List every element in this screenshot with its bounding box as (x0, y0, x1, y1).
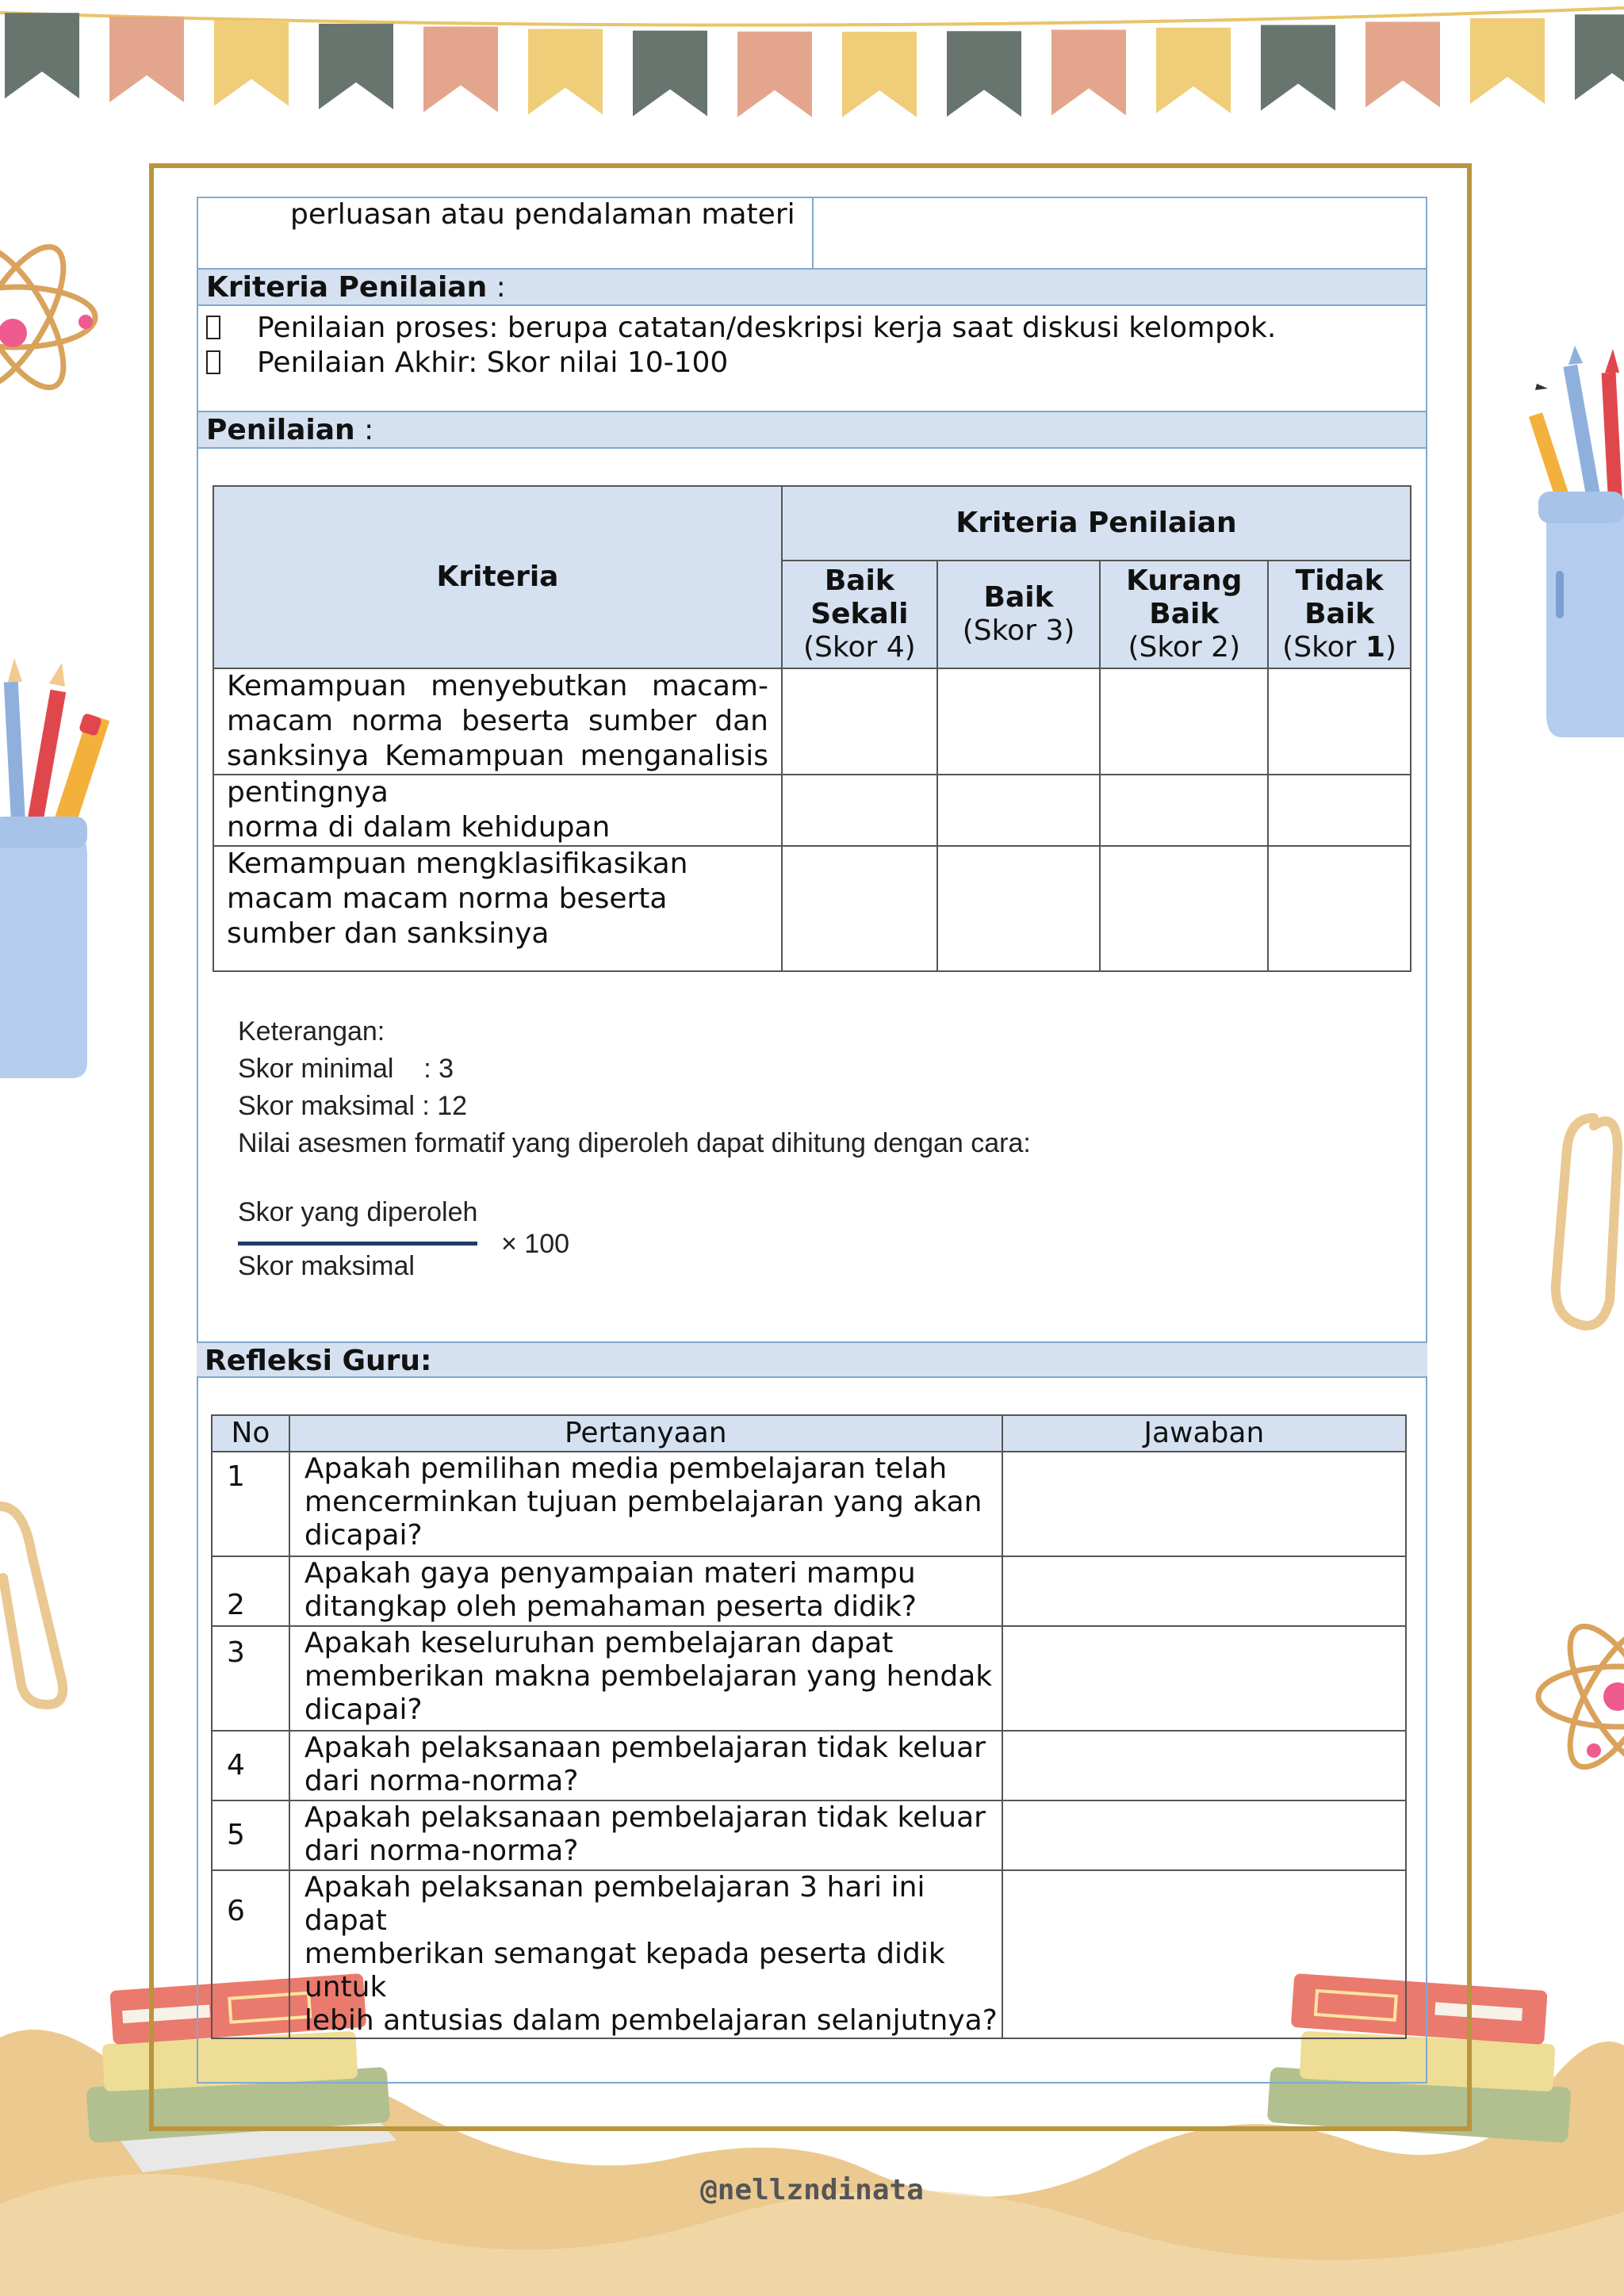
bunting-flag (214, 21, 289, 106)
answer-cell[interactable] (1002, 1626, 1406, 1731)
bunting-flag (1470, 18, 1545, 104)
bunting-flag (1051, 29, 1126, 115)
top-left-text: perluasan atau pendalaman materi (290, 198, 795, 231)
header-pertanyaan: Pertanyaan (289, 1415, 1002, 1452)
criteria-line: norma di dalam kehidupan (227, 811, 611, 844)
score-cell[interactable] (1100, 846, 1268, 971)
paperclip-icon-left (0, 1506, 63, 1705)
bunting-flag (5, 13, 79, 98)
score-cell[interactable] (937, 846, 1101, 971)
keterangan-title: Keterangan: (238, 1016, 385, 1047)
paperclip-icon-right (1556, 1118, 1618, 1326)
reflection-header-row (212, 1415, 1406, 1452)
criteria-line: sanksinya Kemampuan menganalisis (227, 740, 768, 772)
answer-cell[interactable] (1002, 1556, 1406, 1626)
question-cell (289, 1626, 1002, 1731)
question-line: lebih antusias dalam pembelajaran selanjutnya? (304, 2004, 998, 2037)
formula-intro: Nilai asesmen formatif yang diperoleh dapat dihitung dengan cara: (238, 1128, 1031, 1158)
question-line: mencerminkan tujuan pembelajaran yang akan (304, 1486, 982, 1518)
score-cell[interactable] (1268, 846, 1411, 971)
header-level-tidak-baik (1268, 561, 1411, 668)
penilaian-header (198, 412, 1426, 449)
level-score: (Skor 3) (962, 614, 1075, 647)
level-name: Baik (1149, 598, 1220, 630)
question-cell (289, 1800, 1002, 1870)
pencil-jar-icon-left (0, 658, 109, 1078)
header-no: No (212, 1415, 289, 1452)
question-cell (289, 1731, 1002, 1800)
criteria-line: macam norma beserta sumber dan (227, 705, 768, 737)
row-number-text: 4 (227, 1749, 245, 1781)
kriteria-penilaian-label: Kriteria Penilaian (206, 271, 488, 304)
criteria-cell (213, 668, 782, 775)
score-cell[interactable] (1268, 775, 1411, 846)
level-name: Tidak (1295, 564, 1384, 597)
refleksi-guru-header: Refleksi Guru: (197, 1341, 1427, 1378)
question-line: Apakah gaya penyampaian materi mampu (304, 1557, 916, 1590)
table-row (212, 1452, 1406, 1556)
score-cell[interactable] (937, 668, 1101, 775)
list-item (206, 346, 1426, 381)
bunting-flag (1261, 25, 1335, 111)
penilaian-colon: : (354, 414, 374, 446)
bunting-flag (109, 17, 184, 102)
question-line: ditangkap oleh pemahaman peserta didik? (304, 1590, 917, 1623)
table-row (212, 1800, 1406, 1870)
level-name: Baik (983, 581, 1054, 614)
skor-maksimal: Skor maksimal : 12 (238, 1091, 468, 1121)
answer-cell[interactable] (1002, 1731, 1406, 1800)
question-line: Apakah pelaksanaan pembelajaran tidak keluar (304, 1732, 986, 1764)
question-line: dari norma-norma? (304, 1765, 579, 1797)
question-line: dicapai? (304, 1519, 423, 1552)
row-number (212, 1731, 289, 1800)
question-line: Apakah pemilihan media pembelajaran telah (304, 1452, 948, 1485)
score-cell[interactable] (1100, 668, 1268, 775)
level-score (1269, 631, 1410, 664)
footer-handle: @nellzndinata (700, 2174, 924, 2206)
assessment-table (213, 485, 1411, 972)
question-line: Apakah pelaksanan pembelajaran 3 hari ini dapat (304, 1871, 925, 1937)
level-name: Baik (1304, 598, 1375, 630)
table-row (212, 1731, 1406, 1800)
top-table-row (198, 198, 1426, 270)
answer-cell[interactable] (1002, 1870, 1406, 2038)
row-number (212, 1800, 289, 1870)
level-score: (Skor 2) (1128, 631, 1241, 664)
table-row (213, 668, 1411, 775)
question-cell (289, 1556, 1002, 1626)
question-line: Apakah pelaksanaan pembelajaran tidak keluar (304, 1801, 986, 1834)
level-name: Kurang (1126, 564, 1243, 597)
table-row (212, 1556, 1406, 1626)
row-number (212, 1556, 289, 1626)
row-number-text: 3 (227, 1636, 245, 1669)
score-cell[interactable] (782, 668, 937, 775)
formula-numerator: Skor yang diperoleh (238, 1197, 478, 1227)
question-line: memberikan semangat kepada peserta didik untuk (304, 1938, 945, 2003)
question-line: Apakah keseluruhan pembelajaran dapat (304, 1627, 894, 1659)
level-score: (Skor 4) (803, 631, 916, 664)
skor-minimal: Skor minimal : 3 (238, 1054, 454, 1084)
answer-cell[interactable] (1002, 1800, 1406, 1870)
criteria-cell (213, 775, 782, 846)
criteria-line: Kemampuan menyebutkan macam- (227, 670, 768, 702)
criteria-line: sumber dan sanksinya (227, 917, 550, 950)
bunting-flags (5, 10, 1624, 117)
level-score-suffix: ) (1385, 631, 1397, 664)
level-name: Sekali (810, 598, 909, 630)
kriteria-penilaian-header (198, 270, 1426, 306)
kriteria-penilaian-colon: : (487, 271, 506, 304)
criteria-line: Kemampuan mengklasifikasikan (227, 848, 688, 880)
top-left-cell (198, 198, 814, 268)
atom-icon-left (0, 233, 95, 400)
criteria-cell (213, 846, 782, 971)
bunting-flag (1365, 22, 1440, 108)
bunting-flag (947, 31, 1021, 117)
table-row (213, 846, 1411, 971)
atom-icon-right (1538, 1613, 1624, 1780)
bunting-flag (842, 32, 917, 117)
criteria-line: pentingnya (227, 776, 389, 809)
question-line: dari norma-norma? (304, 1835, 579, 1867)
score-cell[interactable] (937, 775, 1101, 846)
header-level-kurang-baik (1100, 561, 1268, 668)
score-cell[interactable] (782, 846, 937, 971)
list-item-text: Penilaian Akhir: Skor nilai 10-100 (257, 346, 729, 379)
row-number-text: 2 (227, 1589, 245, 1621)
checkbox-bullet-icon (206, 350, 220, 374)
row-number-text: 5 (227, 1819, 245, 1851)
header-kriteria-penilaian: Kriteria Penilaian (782, 486, 1411, 561)
bunting-flag (528, 29, 603, 114)
level-score-number: 1 (1365, 631, 1385, 664)
question-cell (289, 1870, 1002, 2038)
question-line: dicapai? (304, 1693, 423, 1726)
row-number-text: 1 (227, 1460, 245, 1493)
table-row (213, 775, 1411, 846)
formula-multiplier: × 100 (501, 1229, 570, 1259)
score-cell[interactable] (782, 775, 937, 846)
formula-denominator: Skor maksimal (238, 1251, 415, 1281)
row-number (212, 1452, 289, 1556)
bunting-flag (633, 31, 707, 117)
table-row (212, 1626, 1406, 1731)
bunting-flag (319, 24, 393, 109)
level-score-prefix: (Skor (1282, 631, 1365, 664)
list-item (206, 311, 1426, 346)
score-cell[interactable] (1268, 668, 1411, 775)
criteria-line: macam macam norma beserta (227, 882, 668, 915)
table-row (212, 1870, 1406, 2038)
answer-cell[interactable] (1002, 1452, 1406, 1556)
header-level-baik-sekali (782, 561, 937, 668)
question-cell (289, 1452, 1002, 1556)
row-number (212, 1626, 289, 1731)
score-cell[interactable] (1100, 775, 1268, 846)
keterangan-notes (238, 1013, 1031, 1162)
list-item-text: Penilaian proses: berupa catatan/deskripsi kerja saat diskusi kelompok. (257, 312, 1277, 344)
bunting-flag (1156, 28, 1231, 113)
bunting-flag (737, 32, 812, 117)
header-jawaban: Jawaban (1002, 1415, 1406, 1452)
penilaian-label: Penilaian (206, 414, 355, 446)
row-number-text: 6 (227, 1895, 245, 1927)
kriteria-penilaian-list (198, 306, 1426, 412)
reflection-table (211, 1414, 1407, 2039)
header-level-baik (937, 561, 1101, 668)
checkbox-bullet-icon (206, 316, 220, 339)
row-number (212, 1870, 289, 2038)
question-line: memberikan makna pembelajaran yang hendak (304, 1660, 993, 1693)
bunting-flag (423, 27, 498, 113)
fraction-bar (238, 1242, 477, 1246)
bunting-flag (1575, 14, 1624, 100)
pencil-jar-icon-right (1529, 346, 1624, 737)
level-name: Baik (824, 564, 894, 597)
header-kriteria: Kriteria (213, 486, 782, 668)
